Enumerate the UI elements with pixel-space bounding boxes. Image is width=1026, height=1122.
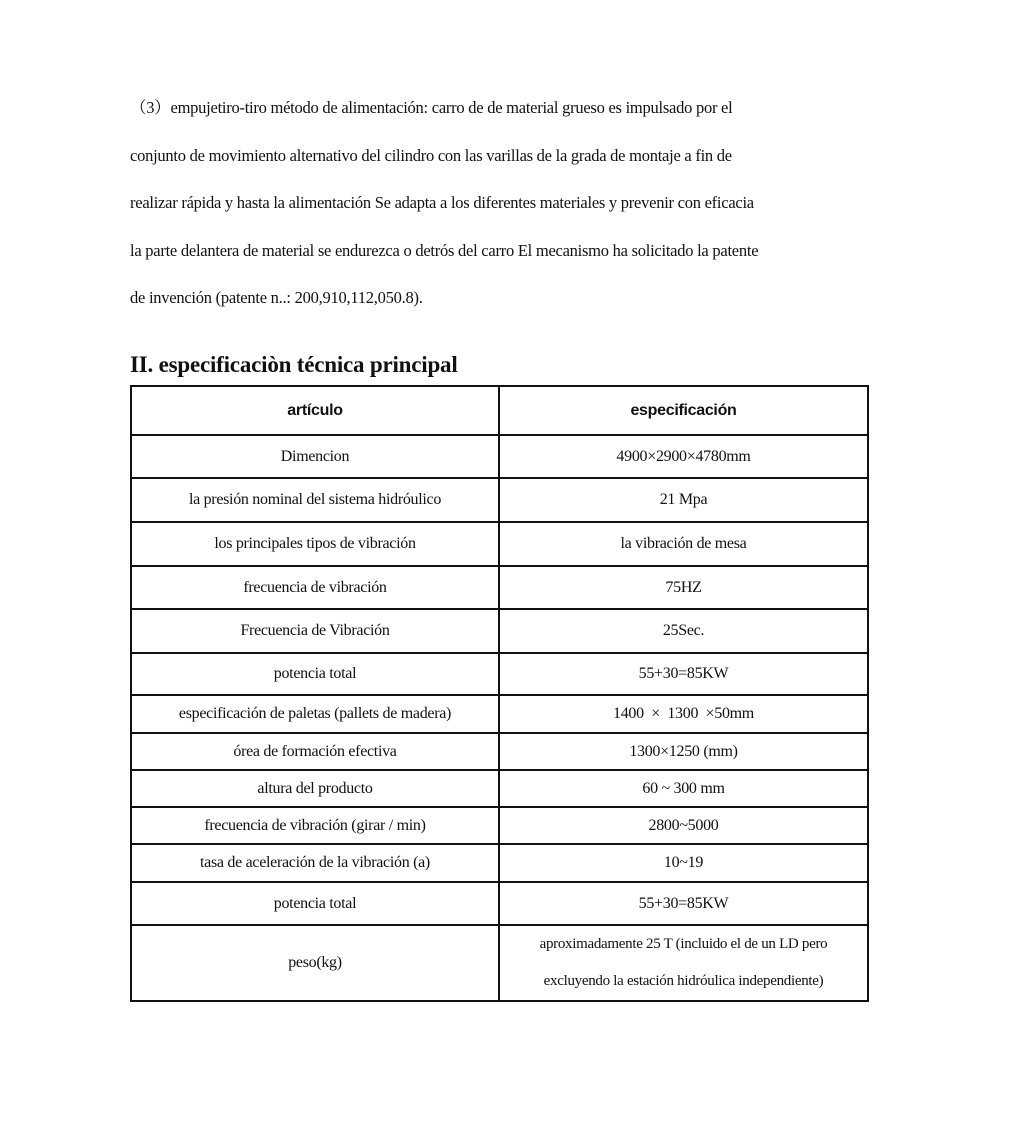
item-cell: la presión nominal del sistema hidróulico (131, 478, 499, 522)
spec-cell: 75HZ (499, 566, 868, 609)
table-row (131, 478, 868, 522)
item-cell: Frecuencia de Vibración (131, 609, 499, 653)
spec-cell: 1300×1250 (mm) (499, 733, 868, 770)
spec-cell: 55+30=85KW (499, 653, 868, 695)
spec-cell: 10~19 (499, 844, 868, 882)
item-cell: Dimencion (131, 435, 499, 478)
spec-cell: 55+30=85KW (499, 882, 868, 925)
table-row (131, 695, 868, 733)
item-cell: órea de formación efectiva (131, 733, 499, 770)
spec-cell: 4900×2900×4780mm (499, 435, 868, 478)
table-row (131, 882, 868, 925)
intro-paragraph (130, 84, 900, 322)
table-row (131, 653, 868, 695)
spec-cell: 1400 × 1300 ×50mm (499, 695, 868, 733)
paragraph-line: realizar rápida y hasta la alimentación Se adapta a los diferentes materiales y prevenir con eficacia (130, 193, 754, 212)
table-header-row (131, 386, 868, 435)
table-row (131, 925, 868, 1001)
item-cell: frecuencia de vibración (girar / min) (131, 807, 499, 844)
column-header-item: artículo (131, 386, 499, 435)
table-row (131, 733, 868, 770)
item-cell: peso(kg) (131, 925, 499, 1001)
spec-cell: 60 ~ 300 mm (499, 770, 868, 807)
item-cell: altura del producto (131, 770, 499, 807)
table-row (131, 566, 868, 609)
spec-cell-multiline (499, 925, 868, 1001)
column-header-spec: especificación (499, 386, 868, 435)
paragraph-line: （3）empujetiro-tiro método de alimentación: carro de de material grueso es impulsado por el (130, 98, 733, 117)
spec-line: excluyendo la estación hidróulica independiente) (543, 973, 824, 989)
spec-cell: la vibración de mesa (499, 522, 868, 566)
table-row (131, 522, 868, 566)
spec-cell: 21 Mpa (499, 478, 868, 522)
paragraph-line: la parte delantera de material se endurezca o detrós del carro El mecanismo ha solicitado la patente (130, 240, 759, 260)
paragraph-line: de invención (patente n..: 200,910,112,050.8). (130, 288, 423, 307)
paragraph-line: conjunto de movimiento alternativo del cilindro con las varillas de la grada de montaje a fin de (130, 145, 732, 165)
table-row (131, 844, 868, 882)
spec-table (130, 385, 869, 1002)
item-cell: potencia total (131, 882, 499, 925)
spec-cell: 25Sec. (499, 609, 868, 653)
spec-cell: 2800~5000 (499, 807, 868, 844)
table-row (131, 807, 868, 844)
item-cell: frecuencia de vibración (131, 566, 499, 609)
spec-line: aproximadamente 25 T (incluido el de un LD pero (539, 936, 828, 952)
item-cell: tasa de aceleración de la vibración (a) (131, 844, 499, 882)
table-row (131, 770, 868, 807)
item-cell: especificación de paletas (pallets de madera) (131, 695, 499, 733)
table-row (131, 435, 868, 478)
section-heading: II. especificaciòn técnica principal (130, 352, 458, 377)
table-row (131, 609, 868, 653)
item-cell: los principales tipos de vibración (131, 522, 499, 566)
item-cell: potencia total (131, 653, 499, 695)
